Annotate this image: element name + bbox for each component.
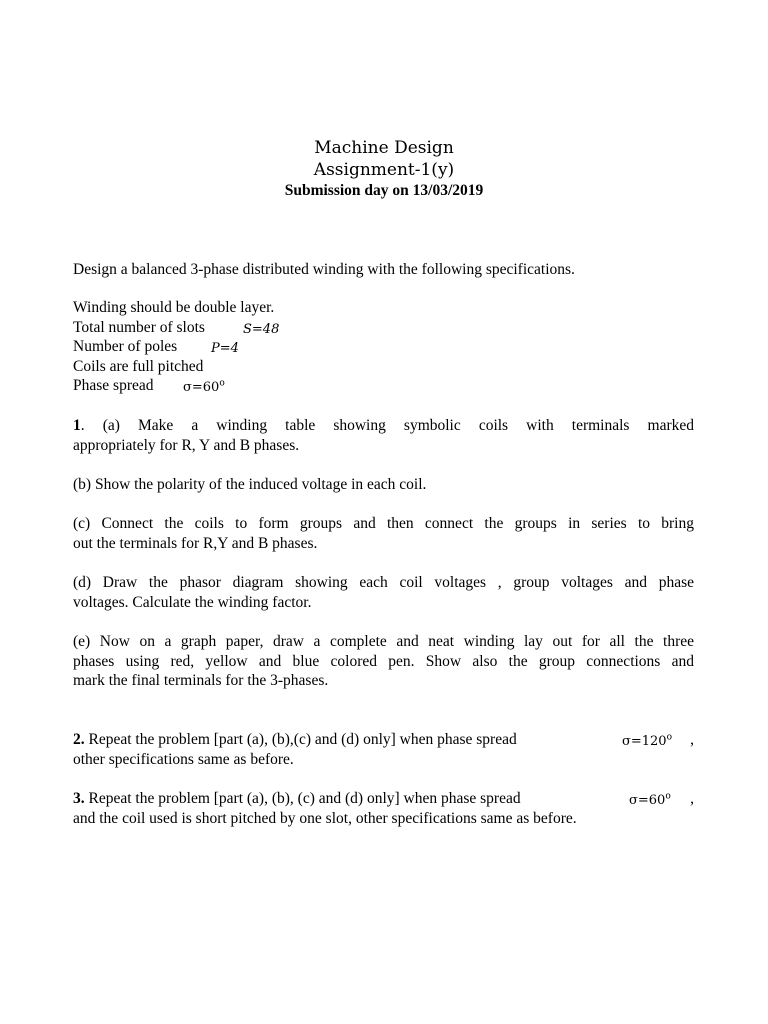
- assignment-title: Assignment-1(y): [313, 160, 455, 180]
- spec-pitch: Coils are full pitched: [73, 357, 204, 375]
- question-3-number: 3.: [73, 790, 85, 807]
- spec-poles: [73, 337, 694, 357]
- question-2-number: 2.: [73, 731, 85, 748]
- question-3-equation: $\sigma=60^o$: [629, 791, 671, 808]
- spec-spread: [73, 376, 694, 396]
- intro-text: Design a balanced 3-phase distributed winding with the following specifications.: [73, 261, 575, 278]
- spec-layer: Winding should be double layer.: [73, 299, 275, 316]
- question-2: 2. Repeat the problem [part (a), (b),(c) and (d) only] when phase spread $\sigma=120^o$ , other specifications same as before.: [73, 731, 694, 768]
- specification-list: [73, 298, 694, 396]
- spec-slots: [73, 318, 694, 338]
- question-1e: (e) Now on a graph paper, draw a complete and neat winding lay out for all the three phases using red, yellow and blue colored pen. Show also the group connections and mark the final terminals for the 3-phases.: [73, 633, 694, 690]
- spec-slots-equation: S=48: [243, 321, 280, 337]
- question-1b: (b) Show the polarity of the induced voltage in each coil.: [73, 476, 427, 493]
- question-1a: 1. (a) Make a winding table showing symbolic coils with terminals marked appropriately for R, Y and B phases.: [73, 417, 694, 454]
- spec-spread-equation: $\sigma=60^o$: [183, 379, 225, 396]
- spec-slots-label: Total number of slots: [73, 318, 205, 336]
- course-title: Machine Design: [314, 138, 454, 158]
- spec-spread-label: Phase spread: [73, 377, 154, 395]
- question-2-equation: $\sigma=120^o$: [622, 732, 673, 749]
- question-1c: (c) Connect the coils to form groups and then connect the groups in series to bring out the terminals for R,Y and B phases.: [73, 515, 694, 552]
- question-3: 3. Repeat the problem [part (a), (b), (c) and (d) only] when phase spread $\sigma=60^o$ , and the coil used is short pitched by one slot, other specifications same as before.: [73, 790, 694, 827]
- spec-poles-label: Number of poles: [73, 338, 178, 356]
- submission-date: Submission day on 13/03/2019: [284, 182, 484, 199]
- spec-poles-equation: P=4: [211, 341, 239, 357]
- question-1d: (d) Draw the phasor diagram showing each coil voltages , group voltages and phase voltages. Calculate the winding factor.: [73, 574, 694, 611]
- question-1-number: 1: [73, 417, 81, 434]
